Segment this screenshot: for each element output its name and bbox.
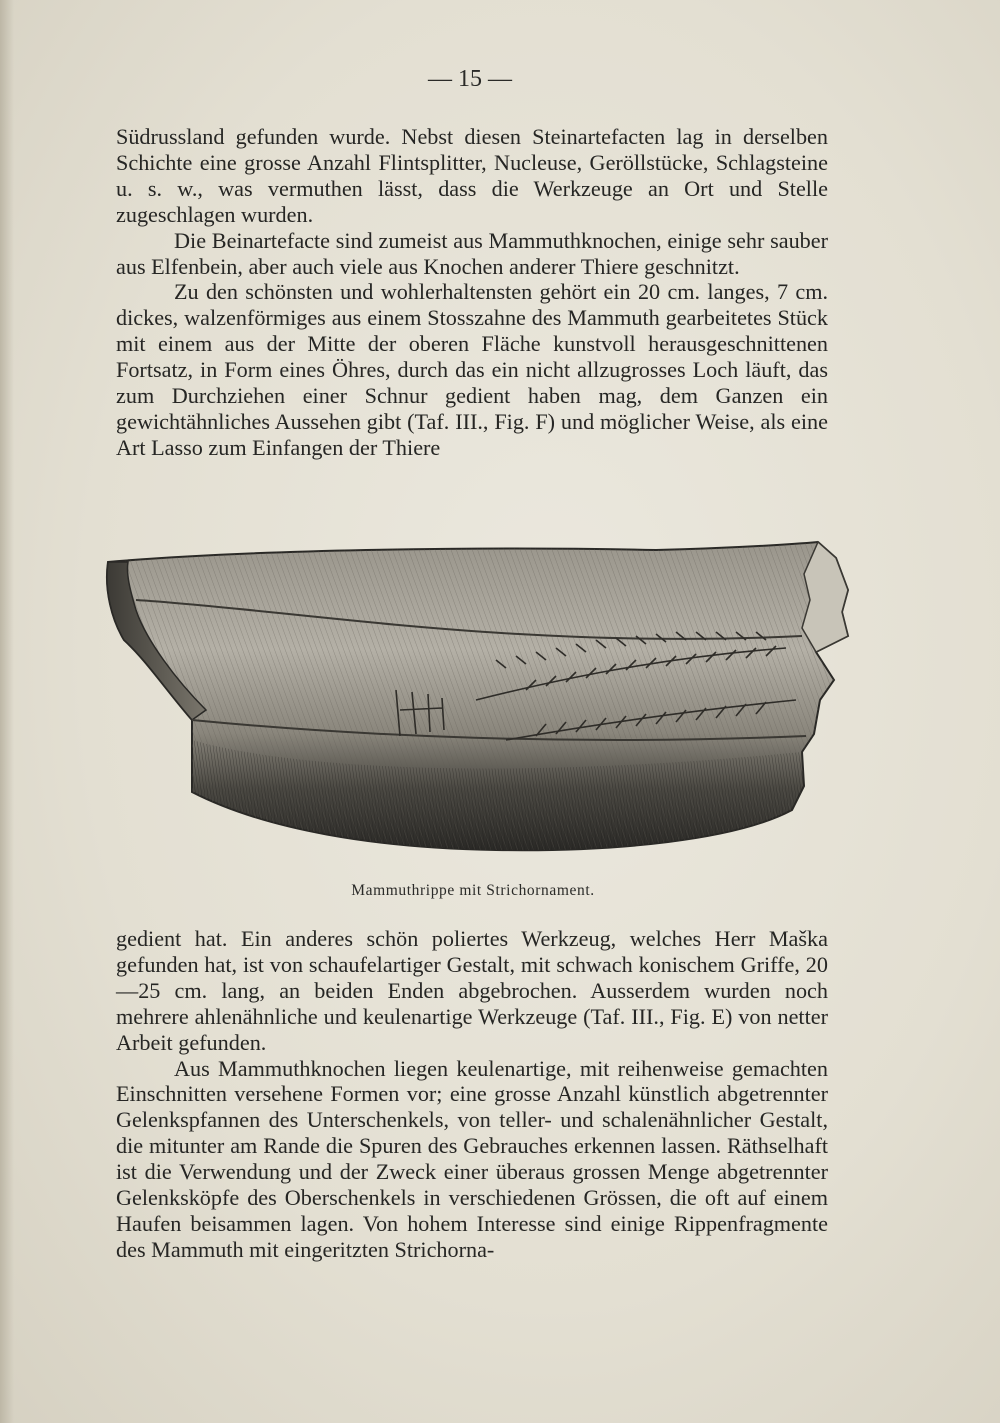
paragraph: Zu den schönsten und wohlerhaltensten gehört ein 20 cm. langes, 7 cm. dickes, walzenförmiges aus einem Stosszahne des Mammuth gearbeitetes Stück mit einem aus der Mitte der oberen Fläche kunstvoll herausgeschnittenen Fortsatz, in Form eines Öhres, durch das ein nicht allzugrosses Loch läuft, das zum Durchziehen einer Schnur gedient haben mag, dem Ganzen ein gewichtähnliches Aussehen gibt (Taf. III., Fig. F) und möglicher Weise, als eine Art Lasso zum Einfangen der Thiere bbox=[116, 279, 828, 460]
text-block-bottom bbox=[116, 926, 828, 1263]
page-number: — 15 — bbox=[428, 66, 512, 92]
figure-caption: Mammuthrippe mit Strichornament. bbox=[351, 882, 595, 899]
paragraph: Die Beinartefacte sind zumeist aus Mammuthknochen, einige sehr sauber aus Elfenbein, aber auch viele aus Knochen anderer Thiere geschnitzt. bbox=[116, 227, 828, 279]
figure-mammoth-rib bbox=[96, 540, 856, 870]
mammoth-rib-illustration bbox=[96, 540, 856, 870]
paragraph: Aus Mammuthknochen liegen keulenartige, mit reihenweise gemachten Einschnitten versehene Formen vor; eine grosse Anzahl künstlich abgetrennter Gelenkspfannen des Unterschenkels, von teller- und schalenähnlicher Gestalt, die mitunter am Rande die Spuren des Gebrauches erkennen lassen. Räthselhaft ist die Verwendung und der Zweck einer überaus grossen Menge abgetrennter Gelenksköpfe des Oberschenkels in verschiedenen Grössen, die oft auf einem Haufen beisammen lagen. Von hohem Interesse sind einige Rippenfragmente des Mammuth mit eingeritzten Strichorna- bbox=[116, 1055, 828, 1262]
paragraph: gedient hat. Ein anderes schön poliertes Werkzeug, welches Herr Maška gefunden hat, ist von schaufelartiger Gestalt, mit schwach konischem Griffe, 20—25 cm. lang, an beiden Enden abgebrochen. Ausserdem wurden noch mehrere ahlenähnliche und keulenartige Werkzeuge (Taf. III., Fig. E) von netter Arbeit gefunden. bbox=[116, 926, 828, 1055]
page-fold-shadow bbox=[0, 0, 14, 1423]
text-block-top bbox=[116, 124, 828, 461]
paragraph: Südrussland gefunden wurde. Nebst diesen Steinartefacten lag in derselben Schichte eine grosse Anzahl Flintsplitter, Nucleuse, Geröllstücke, Schlagsteine u. s. w., was vermuthen lässt, dass die Werkzeuge an Ort und Stelle zugeschlagen wurden. bbox=[116, 124, 828, 227]
